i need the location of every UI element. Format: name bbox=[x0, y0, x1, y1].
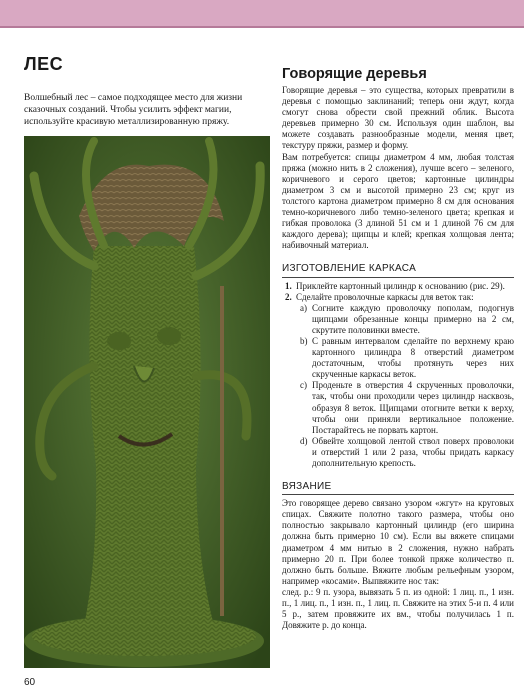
substep-letter: d) bbox=[300, 435, 308, 446]
substep-c bbox=[300, 380, 514, 435]
substep-d bbox=[300, 436, 514, 469]
knitting-heading: ВЯЗАНИЕ bbox=[282, 481, 514, 495]
substep-letter: a) bbox=[300, 302, 307, 313]
page-number: 60 bbox=[24, 677, 36, 688]
frame-substeps bbox=[296, 303, 514, 469]
nose-instructions: след. р.: 9 п. узора, вывязать 5 п. из одной: 1 лиц. п., 1 изн. п., 1 лиц. п., 1 изн. п., 1 лиц. п. Свяжите на этих 5-и п. 4 или 5 р., затем провяжите их вм., чтобы получилась 1 п. Довяжите р. до конца. bbox=[282, 586, 514, 631]
section-header bbox=[24, 54, 270, 75]
frame-step-1 bbox=[294, 281, 514, 292]
article-column bbox=[282, 66, 514, 631]
substep-letter: c) bbox=[300, 380, 307, 391]
article-intro: Говорящие деревья – это существа, которых превратили в деревья с помощью заклинаний; теперь они ждут, когда смогут снова обрести свой прежний облик. Высота деревьев примерно 30 см. Используя один шаблон, вы можете создавать разнообразные модели, меняя цвет, текстуру пряжи, размер и форму. bbox=[282, 85, 514, 151]
top-color-band bbox=[0, 0, 524, 26]
frame-step-2-text: Сделайте проволочные каркасы для веток так: bbox=[296, 291, 474, 302]
frame-steps bbox=[282, 281, 514, 470]
substep-text: Проденьте в отверстия 4 скрученных проволочки, так, чтобы они проходили через цилиндр насквозь, образуя 8 веток. Щипцами отогните ветки к верху, чтобы они приняли вертикальное положение. Постарайтесь не порвать картон. bbox=[312, 380, 514, 435]
top-divider bbox=[0, 26, 524, 28]
article-title: Говорящие деревья bbox=[282, 66, 427, 82]
substep-text: Обвейте холщовой лентой ствол поверх проволоки и отверстий 1 или 2 раза, чтобы придать каркасу дополнительную крепость. bbox=[312, 435, 514, 468]
section-intro: Волшебный лес – самое подходящее место для жизни сказочных созданий. Чтобы усилить эффект магии, используйте красивую металлизированную пряжу. bbox=[24, 93, 243, 127]
substep-a bbox=[300, 303, 514, 336]
knitted-tree-illustration bbox=[24, 136, 270, 668]
substep-text: Согните каждую проволочку пополам, подогнув щипцами обрезанные концы примерно на 2 см, скрутите половинки вместе. bbox=[312, 302, 514, 335]
frame-step-1-text: Приклейте картонный цилиндр к основанию (рис. 29). bbox=[296, 280, 505, 291]
substep-text: С равным интервалом сделайте по верхнему краю картонного цилиндра 8 отверстий диаметром достаточным, чтобы протянуть через них скрученные каркасы веток. bbox=[312, 335, 514, 380]
knitted-tree-photo bbox=[24, 136, 270, 668]
frame-step-2 bbox=[294, 292, 514, 470]
substep-letter: b) bbox=[300, 335, 308, 346]
knitting-paragraph: Это говорящее дерево связано узором «жгут» на круговых спицах. Свяжите полотно такого размера, чтобы оно полностью закрывало картонный цилиндр (его ширина должна быть примерно 10 см). Если вы вяжете спицами диаметром 4 мм нитью в 2 сложения, нужно набрать примерно 20 п. При более тонкой пряже количество п. должно быть больше. Вяжите любым рельефным узором, например «косами». Выпвяжите нос так: bbox=[282, 498, 514, 586]
materials-paragraph: Вам потребуется: спицы диаметром 4 мм, любая толстая пряжа (можно нить в 2 сложения), лучше всего – зеленого, коричневого и серого цветов; картонные цилиндры диаметром 3 см и высотой примерно 23 см; круг из толстого картона диаметром примерно 8 см для основания темно-коричневого либо темно-зеленого цвета; крепкая и гибкая проволока (3 длиной 51 см и 1 длиной 76 см для каждого дерева); щипцы и клей; крепкая холщовая лента; набивочный материал. bbox=[282, 151, 514, 251]
frame-heading: ИЗГОТОВЛЕНИЕ КАРКАСА bbox=[282, 263, 514, 277]
section-title: ЛЕС bbox=[24, 54, 64, 74]
substep-b bbox=[300, 336, 514, 380]
